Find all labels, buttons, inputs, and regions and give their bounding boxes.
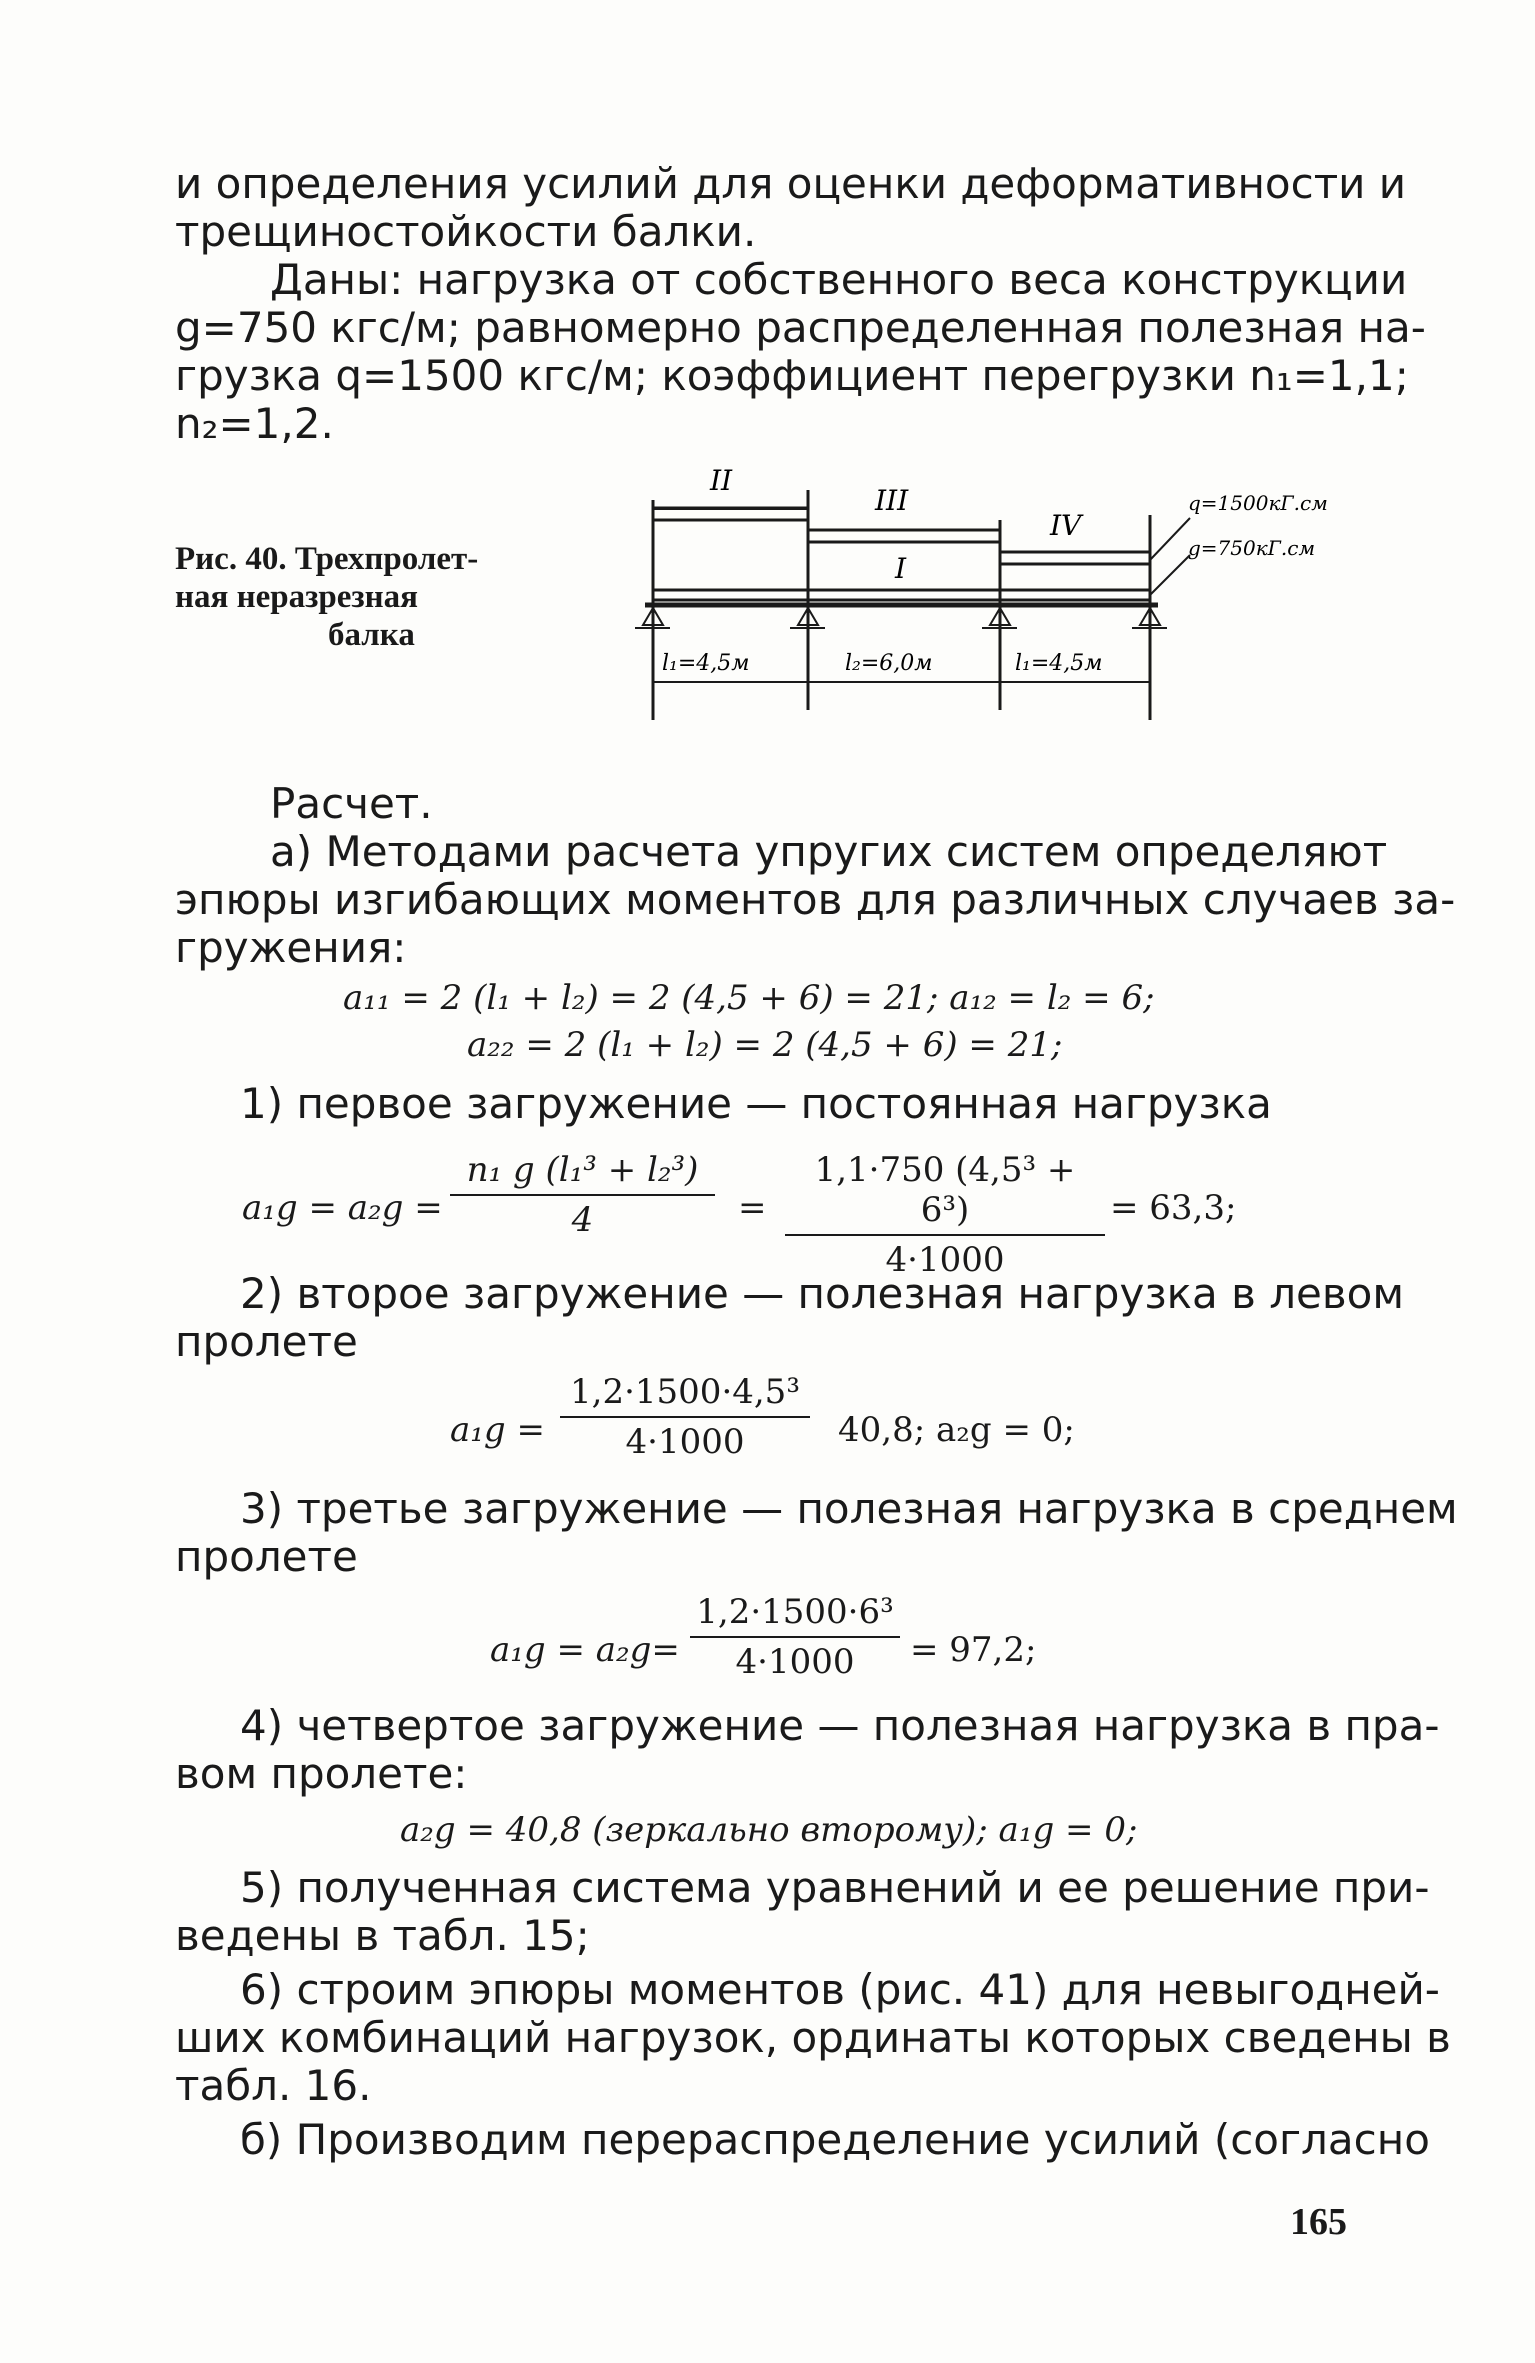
label-load-IV: IV — [1050, 509, 1082, 542]
g-load-label: g=750кГ.см — [1188, 536, 1316, 560]
span-l1-label: l₁=4,5м — [662, 651, 750, 676]
calc-a-line-2: эпюры изгибающих моментов для различных случаев за- — [175, 875, 1456, 924]
label-load-I: I — [895, 552, 907, 585]
page-number: 165 — [1290, 2201, 1347, 2243]
figure-caption-line-2: ная неразрезная — [175, 579, 419, 615]
given-line-3: грузка q=1500 кгс/м; коэффициент перегрузки n₁=1,1; — [175, 351, 1409, 400]
q-load-label: q=1500кГ.см — [1188, 491, 1328, 515]
figure-caption-line-3: балка — [328, 617, 415, 653]
three-span-beam-diagram — [590, 460, 1350, 730]
step-2-line-2: пролете — [175, 1317, 358, 1366]
calc-a-line-1: а) Методами расчета упругих систем определяют — [270, 827, 1388, 876]
step-2-lhs: a₁g = — [450, 1410, 545, 1450]
step-1-result: = 63,3; — [1110, 1188, 1237, 1228]
intro-line-2: трещиностойкости балки. — [175, 207, 757, 256]
step-1-fraction-2 — [785, 1150, 1105, 1280]
step-6-line-2: ших комбинаций нагрузок, ординаты которых сведены в — [175, 2013, 1451, 2062]
step-3-result: = 97,2; — [910, 1630, 1037, 1670]
step-3-denominator: 4·1000 — [735, 1642, 855, 1682]
step-1-denominator-1: 4 — [571, 1200, 594, 1240]
step-3-lhs: a₁g = a₂g= — [490, 1630, 680, 1670]
given-line-1: Даны: нагрузка от собственного веса конструкции — [270, 255, 1408, 304]
step-2-result: 40,8; a₂g = 0; — [838, 1410, 1075, 1450]
calc-title: Расчет. — [270, 779, 433, 828]
step-2-line-1: 2) второе загружение — полезная нагрузка в левом — [240, 1269, 1405, 1318]
step-1-lhs: a₁g = a₂g = — [242, 1188, 443, 1228]
step-3-line-1: 3) третье загружение — полезная нагрузка в среднем — [240, 1484, 1458, 1533]
step-5-line-1: 5) полученная система уравнений и ее решение при- — [240, 1863, 1430, 1912]
step-2-numerator: 1,2·1500·4,5³ — [570, 1372, 800, 1412]
step-2-denominator: 4·1000 — [625, 1422, 745, 1462]
label-load-III: III — [875, 484, 909, 517]
step-1-numerator-2: 1,1·750 (4,5³ + 6³) — [814, 1150, 1076, 1230]
span-l3-label: l₁=4,5м — [1015, 651, 1103, 676]
step-6-line-3: табл. 16. — [175, 2061, 372, 2110]
label-load-II: II — [710, 464, 733, 497]
step-4-line-1: 4) четвертое загружение — полезная нагрузка в пра- — [240, 1701, 1440, 1750]
span-l2-label: l₂=6,0м — [845, 651, 933, 676]
equation-a11-a12: a₁₁ = 2 (l₁ + l₂) = 2 (4,5 + 6) = 21; a₁₂ = l₂ = 6; — [343, 978, 1155, 1018]
given-line-4: n₂=1,2. — [175, 399, 334, 448]
step-3-line-2: пролете — [175, 1532, 358, 1581]
step-2-fraction — [560, 1372, 810, 1462]
step-3-fraction — [690, 1592, 900, 1682]
step-1-text: 1) первое загружение — постоянная нагрузка — [240, 1079, 1272, 1128]
step-5-line-2: ведены в табл. 15; — [175, 1911, 590, 1960]
step-3-numerator: 1,2·1500·6³ — [696, 1592, 894, 1632]
step-1-numerator-1: n₁ g (l₁³ + l₂³) — [466, 1150, 699, 1190]
calc-b-line-1: б) Производим перераспределение усилий (согласно — [240, 2115, 1430, 2164]
step-1-denominator-2: 4·1000 — [885, 1240, 1005, 1280]
figure-caption-line-1: Рис. 40. Трехпролет- — [175, 541, 479, 577]
given-line-2: g=750 кгс/м; равномерно распределенная полезная на- — [175, 303, 1426, 352]
step-6-line-1: 6) строим эпюры моментов (рис. 41) для невыгодней- — [240, 1965, 1440, 2014]
step-4-line-2: вом пролете: — [175, 1749, 468, 1798]
equation-a22: a₂₂ = 2 (l₁ + l₂) = 2 (4,5 + 6) = 21; — [467, 1025, 1063, 1065]
step-1-equals: = — [738, 1188, 767, 1228]
intro-line-1: и определения усилий для оценки деформативности и — [175, 159, 1407, 208]
step-4-equation: a₂g = 40,8 (зеркально второму); a₁g = 0; — [400, 1810, 1138, 1850]
step-1-fraction-1 — [450, 1150, 715, 1240]
calc-a-line-3: гружения: — [175, 923, 407, 972]
